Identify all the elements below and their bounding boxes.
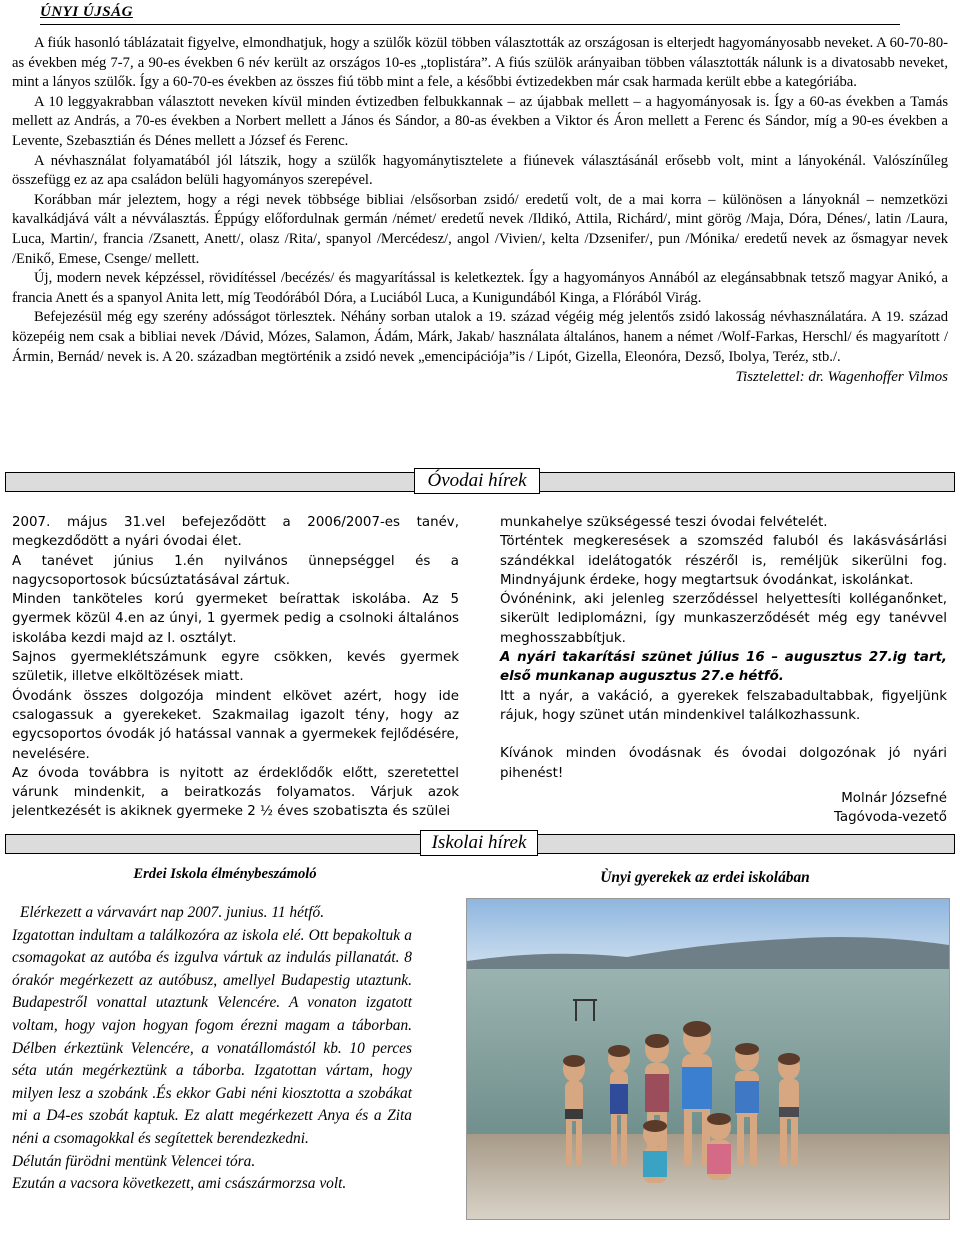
camp-report — [12, 902, 412, 1196]
kindergarten-section-title: Óvodai hírek — [414, 468, 540, 494]
kindergarten-paragraph: Az óvoda továbbra is nyitott az érdeklődők előtt, szeretettel várunk mindenkit, a beiratkozás folyamatos. Várjuk azok jelentkezését is akiknek gyermeke 2 ½ éves szobatiszta és szülei — [12, 765, 459, 820]
name-usage-article — [12, 34, 948, 388]
article-paragraph: A fiúk hasonló táblázatait figyelve, elmondhatjuk, hogy a szülők közül többen választották az országosan is elterjedt hagyományosabb neveket. A 60-70-80-as években még 7-7, a 90-es években 6 név került az országos 10-es „toplistára”. A fiús szülök arányaiban többen választották nálunk is a divatosabb neveket, mint a lányos szülők. Így a 60-70-es években az összes fiú több mint a fele, a későbbi évtizedekben már csak harmada került ebbe a kategóriába. — [12, 35, 948, 91]
article-paragraph: Új, modern nevek képzéssel, rövidítéssel /becézés/ és magyarítással is keletkeztek. Így a hagyományos Annából az elegánsabbnak tetsző magyar Anikó, a francia Anett és a spanyol Anita lett, míg Teodórából Dóra, a Luciából Luca, a Kunigundából Kinga, a Flórából Virág. — [12, 270, 948, 306]
author-role: Tagóvoda-vezető — [833, 810, 947, 826]
kindergarten-paragraph: 2007. május 31.vel befejeződött a 2006/2007-es tanév, megkezdődött a nyári óvodai élet. — [12, 515, 459, 550]
kindergarten-right-column — [500, 513, 947, 827]
article-paragraph: Korábban már jeleztem, hogy a régi nevek többsége bibliai /elsősorban zsidó/ eredetű volt, de a mai korra – különösen a lányoknál – nemzetközi kavalkádjává vált a névválasztás. Éppúgy előfordulnak germán /német/ eredetű nevek /Ildikó, Attila, Richárd/, mint görög /Maja, Dóra, Dénes/, latin /Laura, Luca, Martin/, francia /Zsanett, Anett/, olasz /Rita/, spanyol /Mercédesz/, angol /Vivien/, kelta /Dzsenifer/, pun /Mónika/ eredetű nevek az ősmagyar nevek /Enikő, Emese, Csenge/ mellett. — [12, 191, 948, 267]
spacer — [500, 725, 947, 744]
kindergarten-paragraph: Történtek megkeresések a szomszéd faluból és lakásvásárlási szándékkal idelátogatók részéről is, reméljük sikerülni fog. Mindnyájunk érdeke, hogy megtartsuk óvodánkat, iskolánkat. — [500, 534, 947, 588]
photo-caption: Ùnyi gyerekek az erdei iskolában — [600, 869, 810, 886]
kindergarten-paragraph: Óvónénink, aki jelenleg szerződéssel helyettesíti kolléganőnket, sikerült lediplomázni, így munkaszerződését még egy tanévvel meghosszabbítjuk. — [500, 592, 947, 646]
school-section-title: Iskolai hírek — [420, 830, 538, 856]
kindergarten-paragraph: munkahelye szükségessé teszi óvodai felvételét. — [500, 515, 828, 530]
kindergarten-paragraph: Sajnos gyermeklétszámunk egyre csökken, kevés gyermek születik, illetve elköltözések miatt. — [12, 650, 459, 685]
kindergarten-wish: Kívánok minden óvodásnak és óvodai dolgozónak jó nyári pihenést! — [500, 746, 947, 781]
camp-report-title: Erdei Iskola élménybeszámoló — [133, 866, 317, 882]
masthead-title: ÚNYI ÚJSÁG — [40, 4, 900, 25]
camp-report-paragraph: Izgatottan indultam a találkozóra az iskola elé. Ott bepakoltuk a csomagokat az autóba és izgulva vártuk az indulás pillanatát. 8 órakór megérkezett az autóbusz, amellyel Budapestig utaztunk. Budapestről vonattal utaztunk Velencére. A vonaton izgatott voltam, hogy vajon hogyan fogom érezni magam a táborban. Délben érkeztünk Velencére, a vonatállomástól kb. 10 perces séta után megérkeztünk a táborba. Izgatottan vártam, hogy milyen lesz a szobánk .És ekkor Gabi néni kiosztotta a szobákat mi a D4-es szobát kaptuk. Ez alatt megérkezett Anya és a Zita néni a csomagokkal és segítettek berendezkedni. — [12, 926, 412, 1147]
article-paragraph: A 10 leggyakrabban választott neveken kívül minden évtizedben felbukkannak – az újabbak mellett – a hagyományosak is. Így a 60-as években a Tamás mellett az András, a 70-es években a Norbert mellett a János és Sándor, a 80-as években a Viktor és Áron mellett a Ferenc és Sándor, míg a 90-es években a Levente, Szebasztián és Dénes mellett a József és Ferenc. — [12, 93, 948, 149]
kindergarten-paragraph: Itt a nyár, a vakáció, a gyerekek felszabadultabbak, figyeljünk rájuk, hogy szünet után mindenkivel találkozhassunk. — [500, 688, 947, 723]
kindergarten-paragraph: A tanévet június 1.én nyilvános ünnepséggel és a nagycsoportosok búcsúztatásával zártuk. — [12, 553, 459, 588]
kindergarten-paragraph: Minden tanköteles korú gyermeket beírattak iskolába. Az 5 gyermek közül 4.en az únyi, 1 gyermek pedig a csolnoki általános iskolába kezdi majd az I. osztályt. — [12, 592, 459, 646]
article-signature: Tisztelettel: dr. Wagenhoffer Vilmos — [735, 369, 948, 386]
kindergarten-paragraph: Óvodánk összes dolgozója mindent elkövet azért, hogy ide csalogassuk a gyerekeket. Szakmailag igazolt tény, hogy az egycsoportos óvodák jó hatással vannak a gyermekek fejlődésére, nevelésére. — [12, 688, 459, 762]
author-name: Molnár Józsefné — [841, 790, 947, 806]
article-paragraph: Befejezésül még egy szerény adósságot törlesztek. Néhány sorban utalok a 19. század végéig még jelentős zsidó lakosság névhasználatára. A 19. század közepéig nem csak a bibliai nevek /Dávid, Mózes, Salamon, Ádám, Márk, Jakab/ használata általános, hanem a német /Wolf-Farkas, Herschl/ és magyarított /Ármin, Bernád/ nevek is. A 20. században megtörténik a zsidó nevek „emencipációja”is / Lipót, Gizella, Eleonóra, Dezső, Ibolya, Teréz, stb./. — [12, 309, 948, 365]
summer-closure-notice: A nyári takarítási szünet július 16 – augusztus 27.ig tart, első munkanap augusztus 27.e hétfő. — [500, 650, 947, 685]
camp-report-line: Délután fürödni mentünk Velencei tóra. — [12, 1152, 256, 1170]
camp-report-line: Elérkezett a várvavárt nap 2007. junius. 11 hétfő. — [20, 904, 325, 921]
children-at-lake-photo — [466, 898, 950, 1220]
camp-report-line: Ezután a vacsora következett, ami császármorzsa volt. — [12, 1175, 347, 1193]
kindergarten-left-column — [12, 513, 459, 822]
article-paragraph: A névhasználat folyamatából jól látszik, hogy a szülők hagyománytisztelete a fiúnevek választásánál erősebb volt, mint a lányokénál. Valószínűleg összefügg ez az apa családon belüli hagyományos szerepével. — [12, 152, 948, 189]
lake-photo-illustration — [467, 899, 949, 1219]
